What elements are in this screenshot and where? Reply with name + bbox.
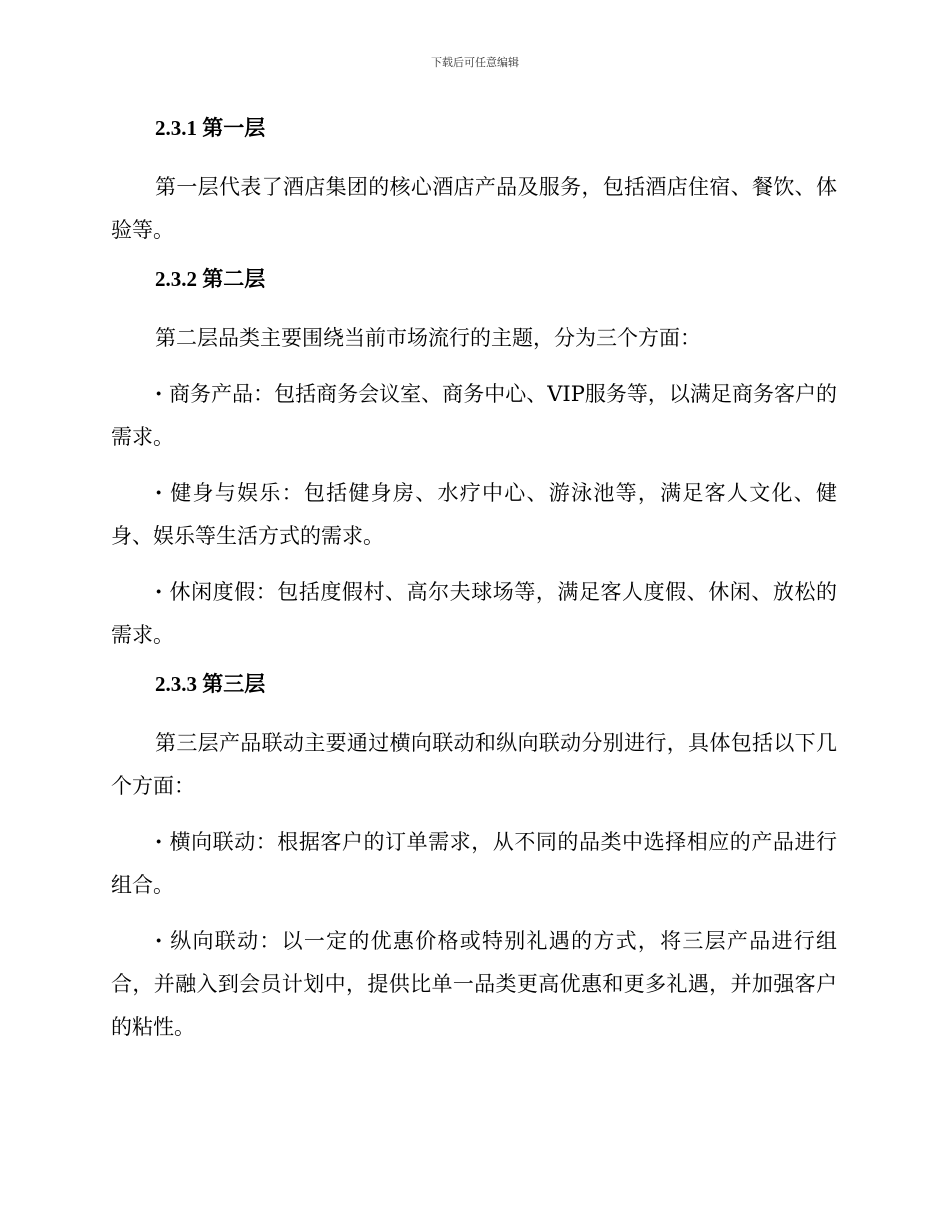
bullet-icon: ·: [155, 579, 163, 604]
bullet-text: 健身与娱乐：包括健身房、水疗中心、游泳池等，满足客人文化、健身、娱乐等生活方式的需求。: [111, 481, 837, 548]
section-heading-2-3-1: 2.3.1 第一层: [155, 116, 266, 140]
paragraph: 第二层品类主要围绕当前市场流行的主题，分为三个方面：: [155, 326, 701, 350]
section-heading-2-3-3: 2.3.3 第三层: [155, 672, 266, 696]
bullet-item: [111, 820, 837, 907]
bullet-text: 商务产品：包括商务会议室、商务中心、VIP服务等，以满足商务客户的需求。: [111, 382, 837, 449]
section-heading-2-3-2: 2.3.2 第二层: [155, 267, 266, 291]
bullet-item: [111, 372, 837, 459]
bullet-icon: ·: [155, 381, 163, 406]
bullet-icon: ·: [155, 829, 163, 854]
bullet-text: 纵向联动：以一定的优惠价格或特别礼遇的方式，将三层产品进行组合，并融入到会员计划中，提供比单一品类更高优惠和更多礼遇，并加强客户的粘性。: [111, 929, 837, 1039]
document-body: [111, 113, 837, 1061]
bullet-item: [111, 919, 837, 1049]
bullet-item: [111, 570, 837, 657]
header-note: 下载后可任意编辑: [431, 56, 519, 69]
bullet-item: [111, 471, 837, 558]
bullet-icon: ·: [155, 480, 163, 505]
bullet-text: 休闲度假：包括度假村、高尔夫球场等，满足客人度假、休闲、放松的需求。: [111, 580, 837, 647]
bullet-text: 横向联动：根据客户的订单需求，从不同的品类中选择相应的产品进行组合。: [111, 830, 837, 897]
paragraph: 第三层产品联动主要通过横向联动和纵向联动分别进行，具体包括以下几个方面：: [111, 731, 837, 798]
bullet-icon: ·: [155, 928, 163, 953]
paragraph: 第一层代表了酒店集团的核心酒店产品及服务，包括酒店住宿、餐饮、体验等。: [111, 175, 837, 242]
